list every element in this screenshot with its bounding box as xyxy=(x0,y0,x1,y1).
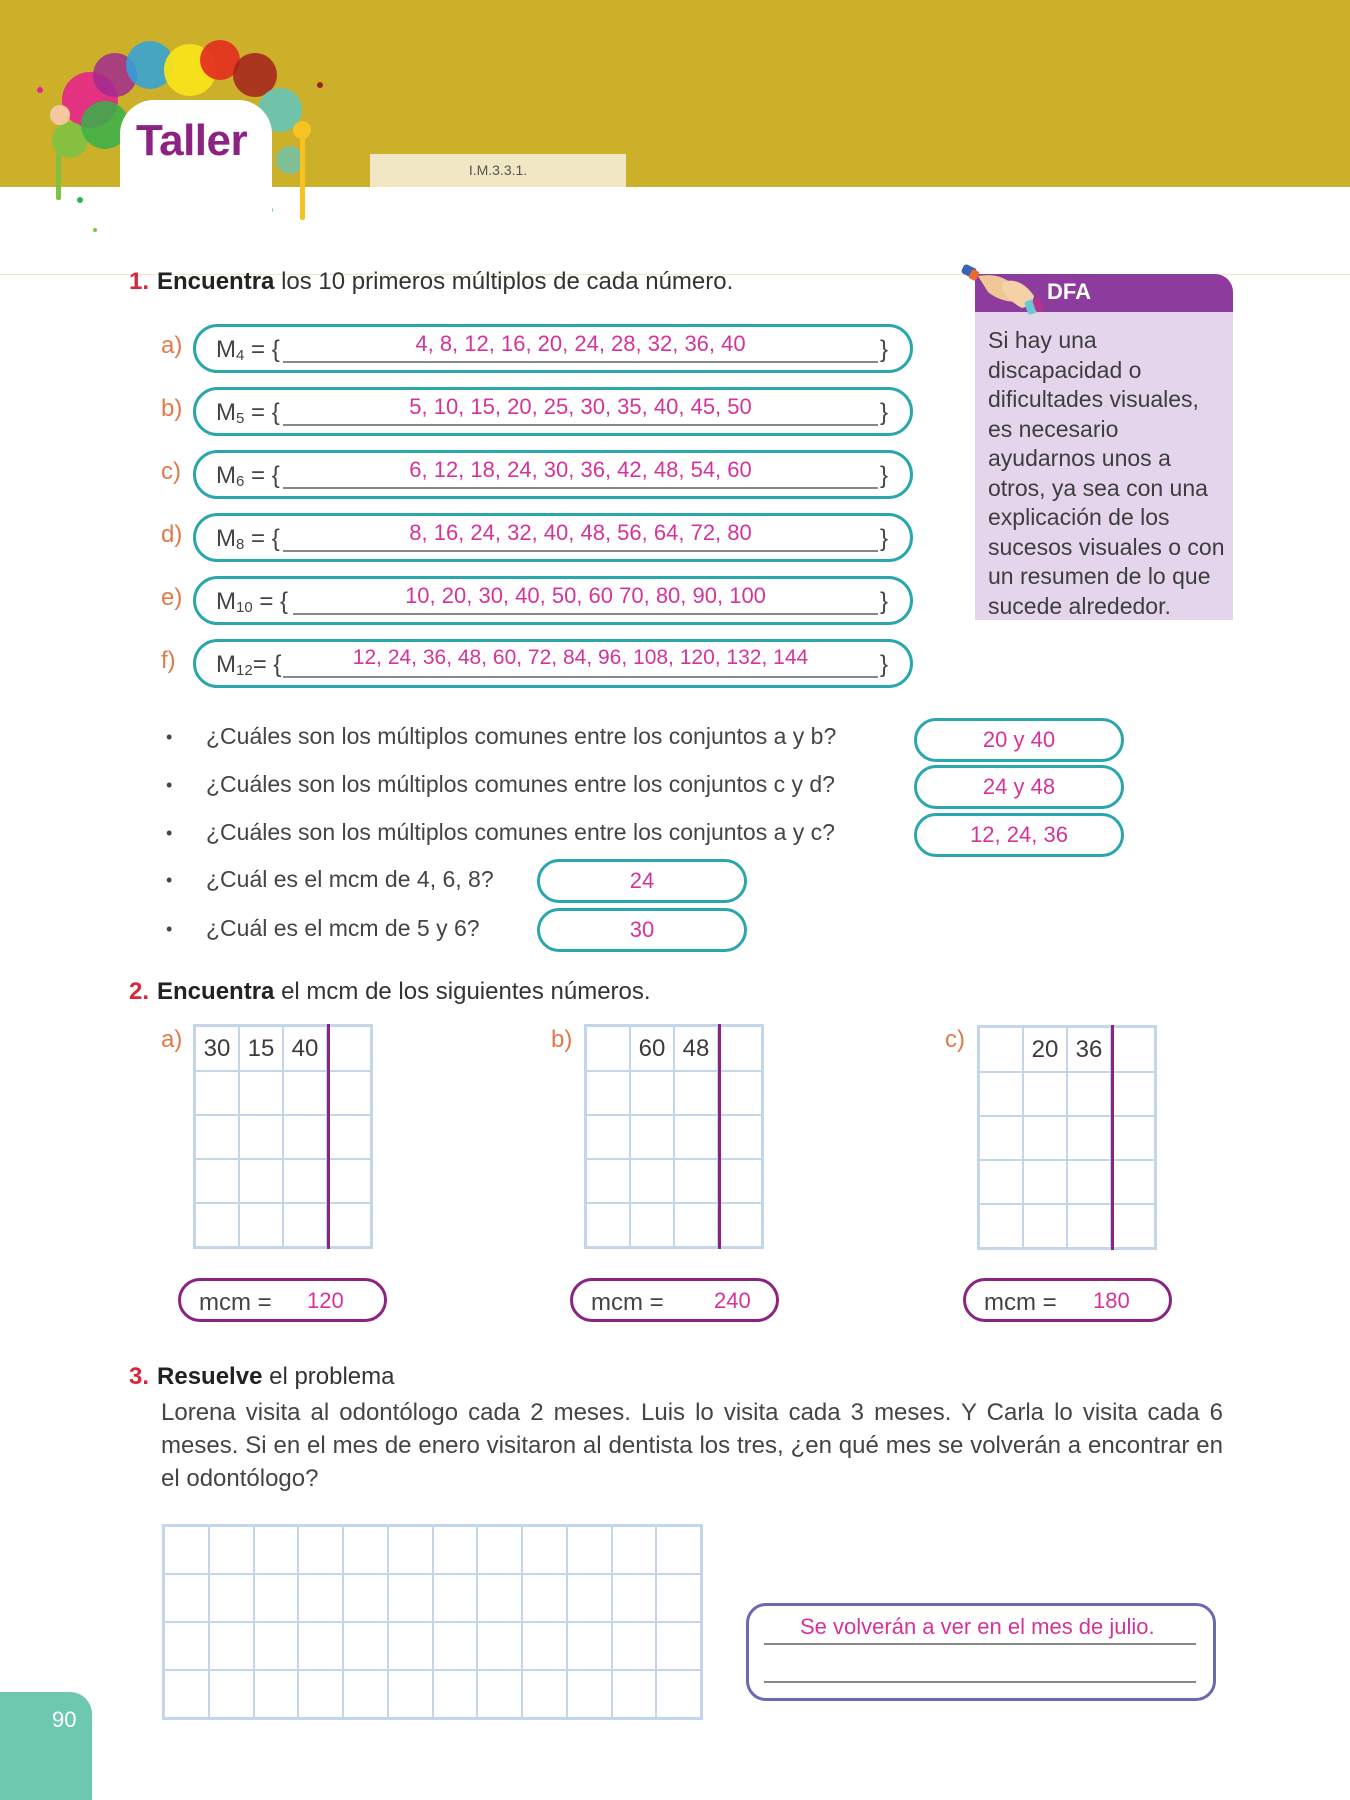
grid-cell[interactable]: 60 xyxy=(630,1026,674,1071)
multiples-row-f xyxy=(193,639,913,688)
section-verb: Resuelve xyxy=(157,1363,263,1390)
multiples-row-a xyxy=(193,324,913,373)
answer-line xyxy=(764,1681,1196,1683)
close-brace: } xyxy=(879,588,888,615)
set-label: $M_5$ = { xyxy=(216,399,280,427)
division-line xyxy=(327,1024,330,1249)
grid-cell[interactable]: 36 xyxy=(1067,1027,1111,1072)
section-1-title xyxy=(129,268,733,296)
mcm-result-c xyxy=(963,1278,1172,1322)
mcm-label: mcm = xyxy=(984,1289,1057,1316)
set-label: $M_{10}$ = { xyxy=(216,588,289,616)
set-label: $M_4$ = { xyxy=(216,336,280,364)
multiples-answer[interactable]: 4, 8, 12, 16, 20, 24, 28, 32, 36, 40 xyxy=(415,331,746,356)
word-problem-text: Lorena visita al odontólogo cada 2 meses. Luis lo visita cada 3 meses. Y Carla lo visita cada 6 meses. Si en el mes de enero visitaron al dentista los tres, ¿en qué mes se volverán a encontrar en el odontólogo? xyxy=(161,1399,1223,1492)
bullet: • xyxy=(166,870,173,890)
mcm-result-b xyxy=(570,1278,779,1322)
question-text: ¿Cuáles son los múltiplos comunes entre los conjuntos a y b? xyxy=(206,723,837,749)
row-letter: c) xyxy=(161,458,181,485)
answer-line xyxy=(283,487,878,489)
section-2-title xyxy=(129,978,651,1006)
multiples-row-c xyxy=(193,450,913,499)
row-letter: b) xyxy=(161,395,183,422)
multiples-row-e xyxy=(193,576,913,625)
question-text: ¿Cuál es el mcm de 5 y 6? xyxy=(206,915,480,941)
question-text: ¿Cuál es el mcm de 4, 6, 8? xyxy=(206,866,494,892)
multiples-row-d xyxy=(193,513,913,562)
answer-field[interactable]: 24 y 48 xyxy=(914,765,1124,809)
grid-cell[interactable]: 20 xyxy=(1023,1027,1067,1072)
mcm-value[interactable]: 120 xyxy=(307,1288,344,1313)
dfa-title: DFA xyxy=(1047,279,1091,304)
section-3-title xyxy=(129,1363,395,1391)
answer-field[interactable]: 30 xyxy=(537,908,747,952)
section-number: 3. xyxy=(129,1363,150,1390)
multiples-answer[interactable]: 10, 20, 30, 40, 50, 60 70, 80, 90, 100 xyxy=(405,583,766,608)
multiples-answer[interactable]: 12, 24, 36, 48, 60, 72, 84, 96, 108, 120, 132, 144 xyxy=(352,646,809,669)
grid-cell[interactable]: 48 xyxy=(674,1026,718,1071)
division-line xyxy=(1111,1025,1114,1250)
mcm-value[interactable]: 180 xyxy=(1093,1288,1130,1313)
question-text: ¿Cuáles son los múltiplos comunes entre los conjuntos c y d? xyxy=(206,771,835,797)
bullet: • xyxy=(166,919,173,939)
dfa-body: Si hay una discapacidad o dificultades visuales, es necesario ayudarnos unos a otros, ya sea con una explicación de los sucesos visuales o con un resumen de lo que sucede alrededor. xyxy=(988,327,1225,619)
question-text: ¿Cuáles son los múltiplos comunes entre los conjuntos a y c? xyxy=(206,819,835,845)
page-number: 90 xyxy=(52,1707,77,1732)
close-brace: } xyxy=(879,651,888,678)
helping-hands-icon xyxy=(960,262,1052,318)
multiples-answer[interactable]: 6, 12, 18, 24, 30, 36, 42, 48, 54, 60 xyxy=(409,457,752,482)
row-letter: e) xyxy=(161,584,183,611)
section-number: 1. xyxy=(129,268,150,295)
grid-cell[interactable] xyxy=(586,1026,630,1071)
grid-cell[interactable] xyxy=(718,1026,762,1071)
mcm-value[interactable]: 240 xyxy=(714,1288,751,1313)
factor-grid-a[interactable] xyxy=(193,1024,373,1249)
mcm-label: mcm = xyxy=(199,1289,272,1316)
factor-grid-b[interactable] xyxy=(584,1024,764,1249)
grid-cell[interactable]: 30 xyxy=(195,1026,239,1071)
answer-line xyxy=(764,1643,1196,1645)
answer-line xyxy=(283,424,878,426)
set-label: $M_6$ = { xyxy=(216,462,280,490)
answer-field[interactable]: 20 y 40 xyxy=(914,718,1124,762)
problem-letter: c) xyxy=(945,1026,965,1053)
answer-line xyxy=(283,361,878,363)
close-brace: } xyxy=(879,399,888,426)
multiples-answer[interactable]: 5, 10, 15, 20, 25, 30, 35, 40, 45, 50 xyxy=(409,394,752,419)
page-tab xyxy=(0,1692,92,1800)
row-letter: d) xyxy=(161,521,183,548)
row-letter: f) xyxy=(161,647,176,674)
section-verb: Encuentra xyxy=(157,268,275,295)
answer-field[interactable]: 24 xyxy=(537,859,747,903)
section-title: Taller xyxy=(136,116,248,165)
final-answer-text[interactable]: Se volverán a ver en el mes de julio. xyxy=(800,1614,1155,1639)
grid-cell[interactable]: 40 xyxy=(283,1026,327,1071)
section-instruction: el problema xyxy=(269,1363,395,1390)
grid-cell[interactable] xyxy=(327,1026,371,1071)
indicator-code: I.M.3.3.1. xyxy=(370,154,626,187)
bullet: • xyxy=(166,727,173,747)
answer-field[interactable]: 12, 24, 36 xyxy=(914,813,1124,857)
grid-cell[interactable] xyxy=(1111,1027,1155,1072)
bullet: • xyxy=(166,775,173,795)
close-brace: } xyxy=(879,336,888,363)
mcm-result-a xyxy=(178,1278,387,1322)
factor-grid-c[interactable] xyxy=(977,1025,1157,1250)
grid-cell[interactable]: 15 xyxy=(239,1026,283,1071)
set-label: $M_{12}=$ { xyxy=(216,651,282,679)
section-instruction: los 10 primeros múltiplos de cada número. xyxy=(281,268,734,295)
problem-letter: b) xyxy=(551,1026,573,1053)
answer-line xyxy=(283,676,878,678)
bullet: • xyxy=(166,823,173,843)
problem-letter: a) xyxy=(161,1026,183,1053)
row-letter: a) xyxy=(161,332,183,359)
section-verb: Encuentra xyxy=(157,978,275,1005)
close-brace: } xyxy=(879,525,888,552)
set-label: $M_8$ = { xyxy=(216,525,280,553)
grid-cell[interactable] xyxy=(979,1027,1023,1072)
scratch-grid[interactable] xyxy=(162,1524,703,1720)
answer-line xyxy=(283,550,878,552)
mcm-label: mcm = xyxy=(591,1289,664,1316)
multiples-row-b xyxy=(193,387,913,436)
answer-line xyxy=(293,613,878,615)
multiples-answer[interactable]: 8, 16, 24, 32, 40, 48, 56, 64, 72, 80 xyxy=(409,520,752,545)
close-brace: } xyxy=(879,462,888,489)
section-instruction: el mcm de los siguientes números. xyxy=(281,978,651,1005)
section-number: 2. xyxy=(129,978,150,1005)
division-line xyxy=(718,1024,721,1249)
